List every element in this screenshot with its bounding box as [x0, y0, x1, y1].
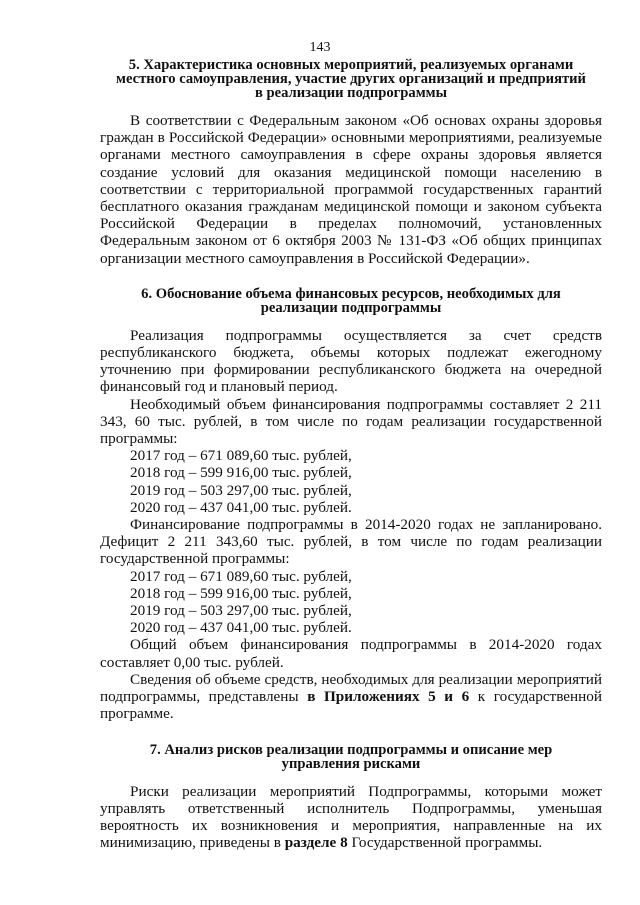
deficit-year-line: 2020 год – 437 041,00 тыс. рублей. — [130, 619, 352, 637]
page-content — [100, 58, 602, 851]
section-5-heading-line: 5. Характеристика основных мероприятий, реализуемых органами — [128, 57, 574, 73]
deficit-year-line: 2019 год – 503 297,00 тыс. рублей, — [130, 602, 352, 620]
section-reference: разделе 8 — [284, 834, 348, 852]
section-7-heading-line: 7. Анализ рисков реализации подпрограммы и описание мер — [149, 741, 553, 758]
section-6-heading-line: реализации подпрограммы — [260, 299, 442, 316]
section-6-heading — [100, 287, 602, 315]
para5-text-after: к государственной программе. — [100, 688, 602, 723]
section-7-text-after: Государственной программы. — [347, 834, 543, 852]
section-7-heading-line: управления рисками — [281, 755, 421, 772]
section-6-paragraph-1: Реализация подпрограммы осуществляется за счет средств республиканского бюджета, объемы которых подлежат ежегодному уточнению при формировании республиканского бюджета на очередной финансовый год и плановый период. — [100, 326, 602, 396]
appendix-reference: в Приложениях 5 и 6 — [307, 688, 470, 706]
section-6-paragraph-4: Общий объем финансирования подпрограммы в 2014-2020 годах составляет 0,00 тыс. рублей. — [100, 636, 602, 671]
funding-year-line: 2018 год – 599 916,00 тыс. рублей, — [130, 464, 352, 482]
funding-year-line: 2017 год – 671 089,60 тыс. рублей, — [130, 447, 352, 465]
section-5-heading-line: местного самоуправления, участие других организаций и предприятий — [116, 71, 586, 87]
section-6-paragraph-2: Необходимый объем финансирования подпрограммы составляет 2 211 343, 60 тыс. рублей, в том числе по годам реализации государственной программы: — [100, 395, 602, 448]
section-5-heading-line: в реализации подпрограммы — [255, 85, 447, 101]
section-7-text-before: Риски реализации мероприятий Подпрограммы, которыми может управлять ответственный исполнитель Подпрограммы, уменьшая вероятность их возникновения и мероприятия, направленные на их минимизацию, приведены в — [100, 782, 602, 852]
section-5-paragraph: В соответствии с Федеральным законом «Об основах охраны здоровья граждан в Российской Федерации» основными мероприятиями, реализуемые органами местного самоуправления в сфере охраны здоровья является создание условий для оказания медицинской помощи населению в соответствии с территориальной программой государственных гарантий бесплатного оказания гражданам медицинской помощи и законом субъекта Российской Федерации в пределах полномочий, установленных Федеральным законом от 6 октября 2003 № 131-ФЗ «Об общих принципах организации местного самоуправления в Российской Федерации». — [100, 112, 602, 267]
section-6-paragraph-5 — [100, 671, 602, 723]
deficit-year-line: 2017 год – 671 089,60 тыс. рублей, — [130, 567, 352, 585]
deficit-year-line: 2018 год – 599 916,00 тыс. рублей, — [130, 584, 352, 602]
section-6-paragraph-3: Финансирование подпрограммы в 2014-2020 годах не запланировано. Дефицит 2 211 343,60 тыс. рублей, в том числе по годам реализации государственной программы: — [100, 516, 602, 568]
page-number: 143 — [309, 40, 331, 55]
section-5-heading — [100, 58, 602, 100]
section-7-paragraph — [100, 783, 602, 852]
para5-text-before: Сведения об объеме средств, необходимых для реализации мероприятий подпрограммы, представлены — [100, 670, 602, 706]
funding-year-line: 2019 год – 503 297,00 тыс. рублей, — [130, 481, 352, 499]
funding-year-line: 2020 год – 437 041,00 тыс. рублей. — [130, 498, 352, 516]
section-6-heading-line: 6. Обоснование объема финансовых ресурсов, необходимых для — [141, 285, 561, 302]
section-7-heading — [100, 743, 602, 771]
